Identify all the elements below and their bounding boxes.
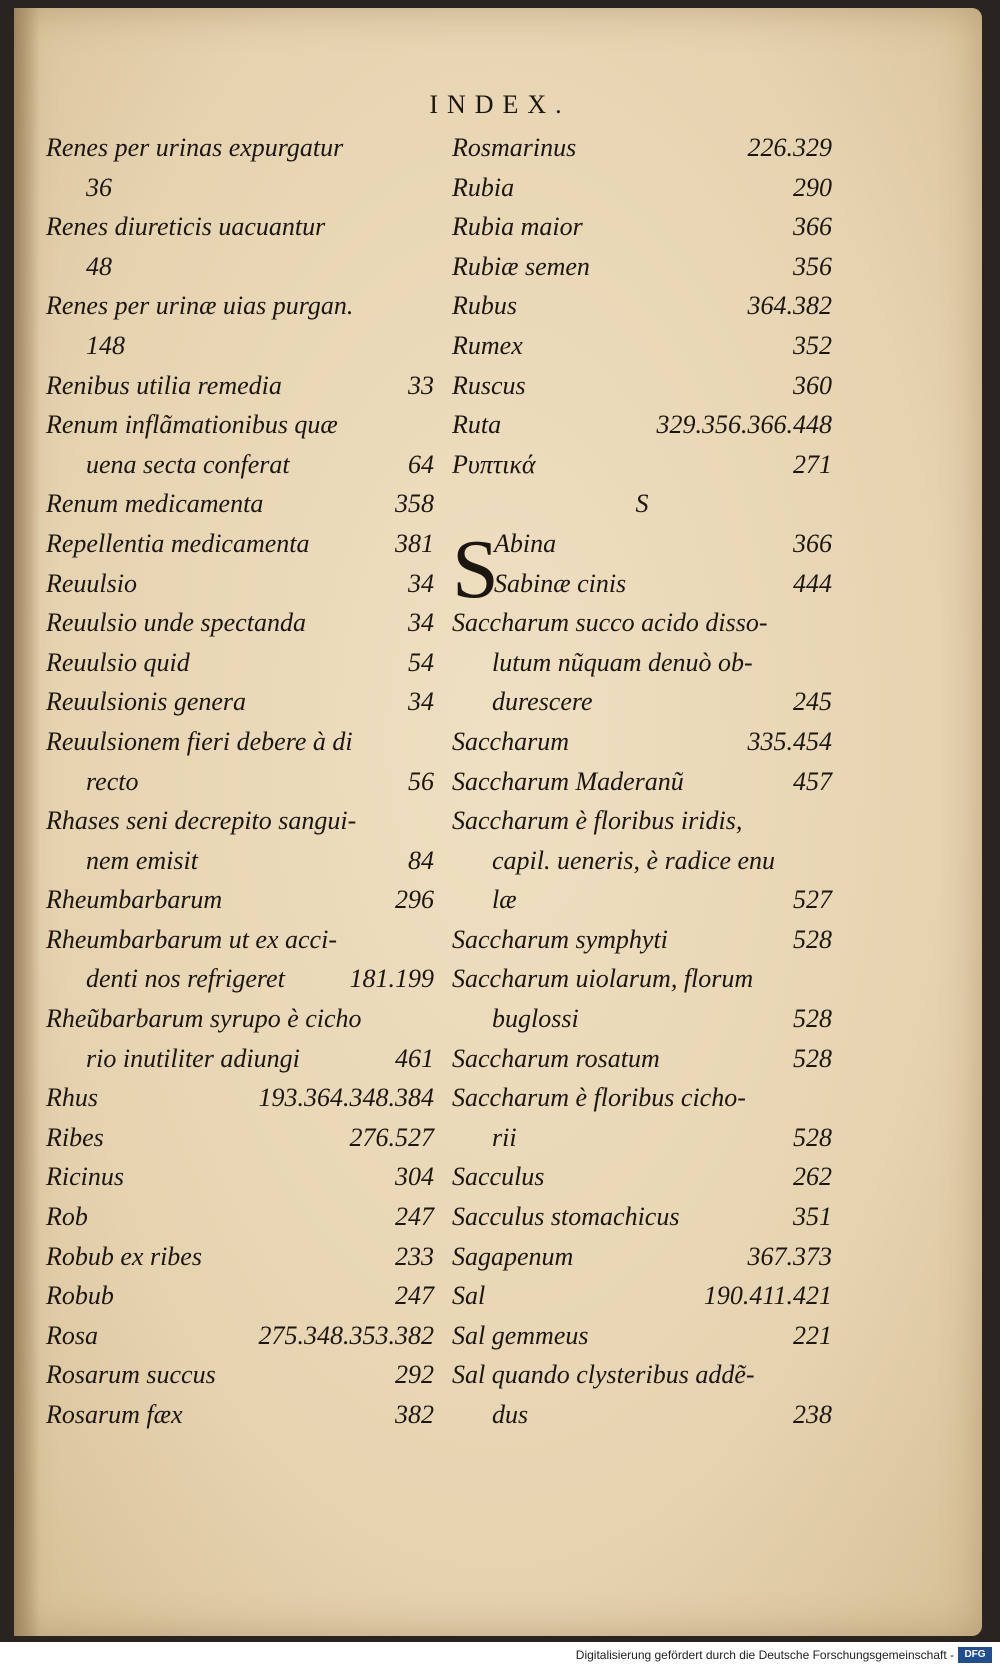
dfg-logo-icon: DFG <box>958 1647 992 1663</box>
entry-term: Rubus <box>452 291 517 321</box>
entry-term: 148 <box>86 330 125 360</box>
entry-page-number: 271 <box>793 449 832 479</box>
entry-page-number: 262 <box>793 1162 832 1192</box>
entry-term: Rhases seni decrepito sangui- <box>46 806 357 836</box>
entry-page-number: 276.527 <box>349 1122 434 1152</box>
entry-page-number: 304 <box>395 1162 434 1192</box>
index-entry <box>452 1197 832 1237</box>
entry-page-number: 190.411.421 <box>703 1281 832 1311</box>
index-entry <box>46 959 434 999</box>
index-entry <box>46 484 434 524</box>
index-entry <box>46 128 434 168</box>
entry-term: durescere <box>492 687 593 717</box>
entry-page-number: 275.348.353.382 <box>258 1320 434 1350</box>
entry-term: Renes per urinæ uias purgan. <box>46 291 354 321</box>
index-entry <box>452 643 832 683</box>
entry-term: Sal <box>452 1281 486 1311</box>
entry-page-number: 54 <box>408 647 434 677</box>
entry-term: Renum inflãmationibus quæ <box>46 410 338 440</box>
index-entry <box>46 326 434 366</box>
entry-term: Rheumbarbarum <box>46 885 223 915</box>
entry-term: Reuulsionem fieri debere à di <box>46 726 353 756</box>
entry-page-number: 245 <box>793 687 832 717</box>
entry-page-number: 382 <box>395 1400 434 1429</box>
entry-page-number: 56 <box>408 766 434 796</box>
index-entry <box>452 524 832 564</box>
index-entry <box>46 1157 434 1197</box>
index-entry <box>452 762 832 802</box>
index-entry <box>452 920 832 960</box>
index-entry <box>46 286 434 326</box>
entry-term: Robub <box>46 1281 114 1311</box>
entry-term: Rosmarinus <box>452 133 577 162</box>
index-entry <box>46 207 434 247</box>
entry-term: Repellentia medicamenta <box>46 528 310 558</box>
index-entry <box>452 207 832 247</box>
index-entry <box>46 1355 434 1395</box>
footer-bar <box>0 1642 1000 1670</box>
entry-page-number: 528 <box>793 1043 832 1073</box>
index-entry <box>452 405 832 445</box>
index-entry <box>46 880 434 920</box>
entry-page-number: 351 <box>793 1202 832 1232</box>
index-entry <box>452 168 832 208</box>
index-entry <box>452 286 832 326</box>
index-entry <box>46 1395 434 1435</box>
index-entry <box>46 801 434 841</box>
entry-page-number: 34 <box>408 687 434 717</box>
entry-term: denti nos refrigeret <box>86 964 285 994</box>
entry-page-number: 84 <box>408 845 434 875</box>
index-entry <box>452 1395 832 1435</box>
index-entry <box>46 524 434 564</box>
entry-term: rio inutiliter adiungi <box>86 1043 300 1073</box>
index-entry <box>452 1039 832 1079</box>
entry-term: læ <box>492 885 517 915</box>
entry-term: nem emisit <box>86 845 198 875</box>
index-entry <box>452 1078 832 1118</box>
index-entry <box>452 326 832 366</box>
index-entry <box>452 999 832 1039</box>
index-entry <box>452 1355 832 1395</box>
entry-page-number: 247 <box>395 1202 434 1232</box>
entry-term: buglossi <box>492 1004 579 1034</box>
entry-term: Rubia <box>452 172 515 202</box>
entry-page-number: 181.199 <box>349 964 434 994</box>
index-entry <box>452 564 832 604</box>
index-entry <box>46 445 434 485</box>
entry-page-number: 360 <box>793 370 832 400</box>
index-entry <box>452 445 832 485</box>
entry-term: Rubiæ semen <box>452 251 590 281</box>
entry-term: Saccharum succo acido disso- <box>452 608 768 638</box>
entry-term: 48 <box>86 251 112 281</box>
entry-term: S <box>635 489 649 519</box>
entry-term: Reuulsio unde spectanda <box>46 608 306 638</box>
index-entry <box>452 128 832 168</box>
index-entry <box>452 880 832 920</box>
entry-page-number: 247 <box>395 1281 434 1311</box>
entry-term: Saccharum è floribus cicho- <box>452 1083 746 1113</box>
entry-page-number: 33 <box>408 370 434 400</box>
index-entry <box>452 1118 832 1158</box>
entry-term: Rubia maior <box>452 212 583 242</box>
entry-page-number: 352 <box>793 330 832 360</box>
entry-term: Rosa <box>46 1320 98 1350</box>
entry-term: Renes per urinas expurgatur <box>46 133 344 162</box>
index-entry <box>46 1197 434 1237</box>
entry-page-number: 366 <box>793 212 832 242</box>
entry-term: Ricinus <box>46 1162 124 1192</box>
entry-term: Rob <box>46 1202 88 1232</box>
entry-term: Sacculus <box>452 1162 545 1192</box>
index-entry <box>452 841 832 881</box>
index-entry <box>46 999 434 1039</box>
entry-term: Saccharum è floribus iridis, <box>452 806 743 836</box>
entry-term: recto <box>86 766 139 796</box>
entry-page-number: 238 <box>793 1400 832 1429</box>
entry-page-number: 329.356.366.448 <box>656 410 832 440</box>
entry-term: Sal gemmeus <box>452 1320 589 1350</box>
index-entry <box>46 1316 434 1356</box>
index-entry <box>46 1118 434 1158</box>
index-entry <box>46 366 434 406</box>
entry-term: Saccharum uiolarum, florum <box>452 964 754 994</box>
index-entry <box>452 801 832 841</box>
funding-notice: Digitalisierung gefördert durch die Deutsche Forschungsgemeinschaft - <box>575 1648 954 1662</box>
entry-page-number: 381 <box>395 528 434 558</box>
index-entry <box>452 1316 832 1356</box>
entry-term: uena secta conferat <box>86 449 290 479</box>
entry-term: Ribes <box>46 1122 104 1152</box>
entry-page-number: 367.373 <box>747 1241 832 1271</box>
entry-term: Rhus <box>46 1083 98 1113</box>
index-entry <box>46 603 434 643</box>
index-entry <box>46 1078 434 1118</box>
entry-term: Renum medicamenta <box>46 489 264 519</box>
index-entry <box>46 643 434 683</box>
entry-term: Saccharum <box>452 726 569 756</box>
index-entry <box>46 722 434 762</box>
index-entry <box>452 959 832 999</box>
entry-term: dus <box>492 1400 529 1429</box>
entry-term: Rosarum succus <box>46 1360 216 1390</box>
entry-term: Ruta <box>452 410 502 440</box>
index-entry <box>46 682 434 722</box>
entry-page-number: 34 <box>408 568 434 598</box>
entry-term: Rheũbarbarum syrupo è cicho <box>46 1004 362 1034</box>
entry-term: Abina <box>494 528 557 558</box>
entry-page-number: 335.454 <box>747 726 832 756</box>
index-entry <box>452 484 832 524</box>
index-entry <box>452 247 832 287</box>
index-entry <box>46 405 434 445</box>
entry-term: Sacculus stomachicus <box>452 1202 680 1232</box>
entry-term: Ruscus <box>452 370 526 400</box>
entry-term: lutum nũquam denuò ob- <box>492 647 753 677</box>
entry-term: Rheumbarbarum ut ex acci- <box>46 924 337 954</box>
index-entry <box>46 168 434 208</box>
index-entry <box>46 1276 434 1316</box>
entry-page-number: 64 <box>408 449 434 479</box>
entry-term: Ρυπτικά <box>452 449 536 479</box>
entry-page-number: 366 <box>793 528 832 558</box>
index-entry <box>452 682 832 722</box>
entry-page-number: 226.329 <box>747 133 832 162</box>
entry-term: 36 <box>86 172 112 202</box>
entry-term: Renibus utilia remedia <box>46 370 282 400</box>
index-entry <box>46 762 434 802</box>
entry-term: rii <box>492 1122 517 1152</box>
entry-page-number: 290 <box>793 172 832 202</box>
entry-page-number: 358 <box>395 489 434 519</box>
index-entry <box>46 1237 434 1277</box>
index-entry <box>46 247 434 287</box>
entry-page-number: 528 <box>793 924 832 954</box>
entry-page-number: 233 <box>395 1241 434 1271</box>
index-column-right <box>452 128 832 1435</box>
entry-term: Sagapenum <box>452 1241 574 1271</box>
entry-page-number: 461 <box>395 1043 434 1073</box>
dropcap-letter: S <box>452 523 499 616</box>
entry-page-number: 527 <box>793 885 832 915</box>
index-entry <box>452 366 832 406</box>
entry-page-number: 193.364.348.384 <box>258 1083 434 1113</box>
index-entry <box>46 564 434 604</box>
page-gutter-shadow <box>14 8 40 1636</box>
entry-page-number: 528 <box>793 1004 832 1034</box>
entry-term: Reuulsio quid <box>46 647 190 677</box>
entry-term: Saccharum Maderanũ <box>452 766 684 796</box>
entry-term: Rosarum fæx <box>46 1400 183 1429</box>
index-entry <box>46 841 434 881</box>
entry-term: Saccharum symphyti <box>452 924 668 954</box>
entry-term: Sabinæ cinis <box>494 568 627 598</box>
entry-term: Reuulsionis genera <box>46 687 247 717</box>
entry-page-number: 221 <box>793 1320 832 1350</box>
entry-page-number: 292 <box>395 1360 434 1390</box>
entry-term: Robub ex ribes <box>46 1241 202 1271</box>
page-header: INDEX. <box>429 90 571 119</box>
entry-page-number: 444 <box>793 568 832 598</box>
entry-page-number: 457 <box>793 766 832 796</box>
index-entry <box>452 1237 832 1277</box>
entry-page-number: 364.382 <box>747 291 832 321</box>
index-entry <box>46 1039 434 1079</box>
entry-term: Reuulsio <box>46 568 137 598</box>
entry-page-number: 356 <box>793 251 832 281</box>
index-entry <box>46 920 434 960</box>
entry-page-number: 296 <box>395 885 434 915</box>
index-entry <box>452 1276 832 1316</box>
index-entry <box>452 722 832 762</box>
entry-page-number: 34 <box>408 608 434 638</box>
entry-term: Renes diureticis uacuantur <box>46 212 326 242</box>
entry-term: Saccharum rosatum <box>452 1043 660 1073</box>
index-entry <box>452 603 832 643</box>
entry-term: Rumex <box>452 330 523 360</box>
index-entry <box>452 1157 832 1197</box>
entry-page-number: 528 <box>793 1122 832 1152</box>
entry-term: Sal quando clysteribus addẽ- <box>452 1360 755 1390</box>
index-column-left <box>46 128 434 1435</box>
entry-term: capil. ueneris, è radice enu <box>492 845 776 875</box>
